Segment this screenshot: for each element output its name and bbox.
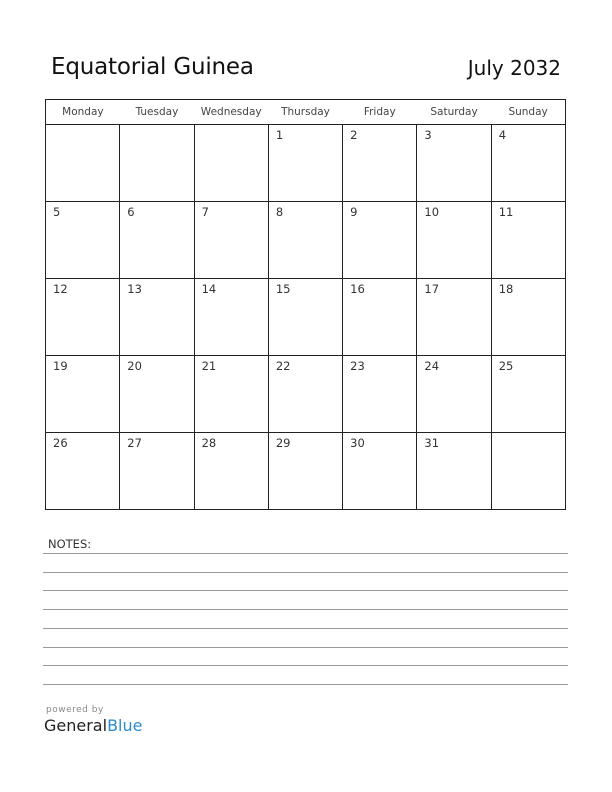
day-number: 29	[275, 436, 291, 450]
calendar-grid	[45, 99, 566, 510]
day-number: 24	[424, 359, 440, 373]
day-cell	[268, 356, 342, 433]
day-number: 31	[424, 436, 440, 450]
day-number: 27	[127, 436, 142, 450]
note-line	[43, 572, 568, 573]
day-cell	[343, 202, 417, 279]
day-cell	[194, 433, 268, 510]
note-line	[43, 590, 568, 591]
day-cell	[491, 202, 565, 279]
day-cell	[491, 356, 565, 433]
day-number: 28	[201, 436, 217, 450]
day-cell	[46, 356, 120, 433]
day-cell	[46, 125, 120, 202]
day-cell	[343, 279, 417, 356]
day-number: 20	[127, 359, 142, 373]
day-number: 26	[53, 436, 68, 450]
day-number: 23	[350, 359, 365, 373]
day-number: 6	[127, 205, 135, 219]
day-cell	[491, 125, 565, 202]
day-number	[492, 433, 565, 436]
day-cell	[417, 356, 491, 433]
week-row	[46, 356, 566, 433]
weekday-header: Thursday	[268, 100, 342, 125]
powered-by-text: powered by	[46, 705, 104, 715]
day-number: 11	[498, 205, 514, 219]
day-cell	[417, 202, 491, 279]
weekday-header: Sunday	[491, 100, 565, 125]
day-cell	[120, 356, 194, 433]
weekday-header: Friday	[343, 100, 417, 125]
day-number: 4	[498, 128, 507, 142]
day-number: 2	[350, 128, 358, 142]
day-cell	[194, 125, 268, 202]
day-number: 30	[350, 436, 365, 450]
calendar-country-title: Equatorial Guinea	[51, 54, 254, 80]
day-cell	[194, 279, 268, 356]
day-cell	[417, 433, 491, 510]
brand-blue: Blue	[107, 716, 143, 735]
day-number: 7	[201, 205, 209, 219]
day-cell	[268, 433, 342, 510]
day-number: 25	[498, 359, 514, 373]
weekday-header-row	[46, 100, 566, 125]
day-cell	[268, 125, 342, 202]
day-cell	[120, 279, 194, 356]
day-number: 9	[350, 205, 358, 219]
day-number: 21	[201, 359, 217, 373]
weekday-header: Saturday	[417, 100, 491, 125]
week-row	[46, 433, 566, 510]
day-number: 1	[275, 128, 284, 142]
day-number: 13	[127, 282, 142, 296]
day-cell	[343, 356, 417, 433]
day-number: 14	[201, 282, 217, 296]
day-number: 15	[275, 282, 291, 296]
week-row	[46, 125, 566, 202]
day-cell	[120, 125, 194, 202]
note-line	[43, 553, 568, 554]
note-line	[43, 628, 568, 629]
calendar-month-title: July 2032	[467, 56, 561, 80]
day-cell	[417, 125, 491, 202]
day-number: 12	[53, 282, 68, 296]
day-cell	[268, 279, 342, 356]
day-number: 22	[275, 359, 291, 373]
weekday-header: Tuesday	[120, 100, 194, 125]
day-cell	[194, 356, 268, 433]
note-line	[43, 647, 568, 648]
day-number: 3	[424, 128, 432, 142]
day-number	[195, 125, 268, 128]
note-line	[43, 609, 568, 610]
week-row	[46, 279, 566, 356]
day-cell	[343, 125, 417, 202]
day-cell	[120, 202, 194, 279]
week-row	[46, 202, 566, 279]
day-number: 16	[350, 282, 365, 296]
weekday-header: Monday	[46, 100, 120, 125]
day-number	[120, 125, 193, 128]
notes-label: NOTES:	[48, 537, 92, 551]
note-line	[43, 665, 568, 666]
day-number: 5	[53, 205, 61, 219]
day-number	[46, 125, 119, 128]
brand-logo	[44, 716, 142, 735]
day-cell	[417, 279, 491, 356]
day-cell	[46, 433, 120, 510]
day-cell	[194, 202, 268, 279]
day-cell	[491, 433, 565, 510]
day-cell	[46, 279, 120, 356]
day-cell	[491, 279, 565, 356]
note-line	[43, 684, 568, 685]
day-number: 19	[53, 359, 68, 373]
day-number: 8	[275, 205, 284, 219]
day-cell	[268, 202, 342, 279]
day-cell	[46, 202, 120, 279]
day-cell	[120, 433, 194, 510]
day-number: 18	[498, 282, 514, 296]
day-cell	[343, 433, 417, 510]
brand-general: General	[44, 716, 108, 735]
day-number: 17	[424, 282, 440, 296]
day-number: 10	[424, 205, 440, 219]
weekday-header: Wednesday	[194, 100, 268, 125]
